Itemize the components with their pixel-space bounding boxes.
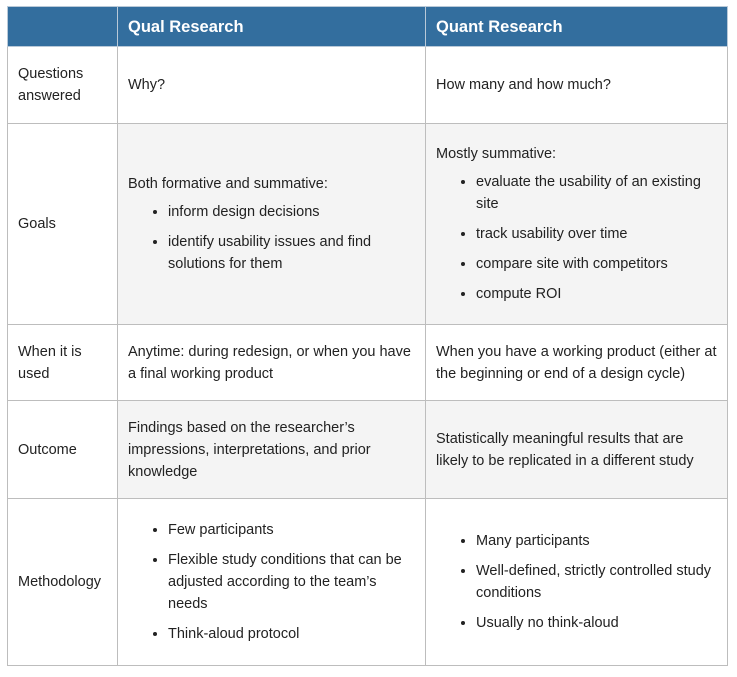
- quant-outcome-cell: Statistically meaningful results that are likely to be replicated in a different study: [426, 401, 728, 499]
- list-item: • Usually no think-aloud: [476, 612, 717, 634]
- list-item: • Many participants: [476, 530, 717, 552]
- qual-goals-lead: Both formative and summative:: [128, 176, 328, 192]
- header-corner: [8, 7, 118, 47]
- qual-outcome-cell: Findings based on the researcher’s impressions, interpretations, and prior knowledge: [118, 401, 426, 499]
- list-item: • Few participants: [168, 519, 415, 541]
- row-label-when-it-is-used: When it is used: [8, 325, 118, 401]
- qual-when-cell: Anytime: during redesign, or when you have a final working product: [118, 325, 426, 401]
- qual-methodology-cell: [118, 499, 426, 666]
- qual-goals-cell: [118, 124, 426, 325]
- header-row: [8, 7, 728, 47]
- list-item: • evaluate the usability of an existing site: [476, 171, 717, 215]
- qual-goals-list: [128, 201, 415, 275]
- list-item: • Think-aloud protocol: [168, 623, 415, 645]
- row-questions-answered: [8, 47, 728, 124]
- qual-vs-quant-table: [7, 6, 728, 666]
- row-when-it-is-used: [8, 325, 728, 401]
- quant-questions-cell: How many and how much?: [426, 47, 728, 124]
- quant-methodology-cell: [426, 499, 728, 666]
- row-methodology: [8, 499, 728, 666]
- row-label-outcome: Outcome: [8, 401, 118, 499]
- header-qual-research: Qual Research: [118, 7, 426, 47]
- row-label-methodology: Methodology: [8, 499, 118, 666]
- list-item: • identify usability issues and find solutions for them: [168, 231, 415, 275]
- header-quant-research: Quant Research: [426, 7, 728, 47]
- quant-methodology-list: [436, 530, 717, 634]
- quant-goals-list: [436, 171, 717, 305]
- list-item: • compute ROI: [476, 283, 717, 305]
- quant-goals-cell: [426, 124, 728, 325]
- row-outcome: [8, 401, 728, 499]
- quant-goals-lead: Mostly summative:: [436, 146, 557, 162]
- list-item: • compare site with competitors: [476, 253, 717, 275]
- row-goals: [8, 124, 728, 325]
- qual-questions-cell: Why?: [118, 47, 426, 124]
- list-item: • Well-defined, strictly controlled study conditions: [476, 560, 717, 604]
- quant-when-cell: When you have a working product (either at the beginning or end of a design cycle): [426, 325, 728, 401]
- row-label-goals: Goals: [8, 124, 118, 325]
- row-label-questions-answered: Questions answered: [8, 47, 118, 124]
- list-item: • Flexible study conditions that can be adjusted according to the team’s needs: [168, 549, 415, 615]
- qual-methodology-list: [128, 519, 415, 645]
- list-item: • inform design decisions: [168, 201, 415, 223]
- list-item: • track usability over time: [476, 223, 717, 245]
